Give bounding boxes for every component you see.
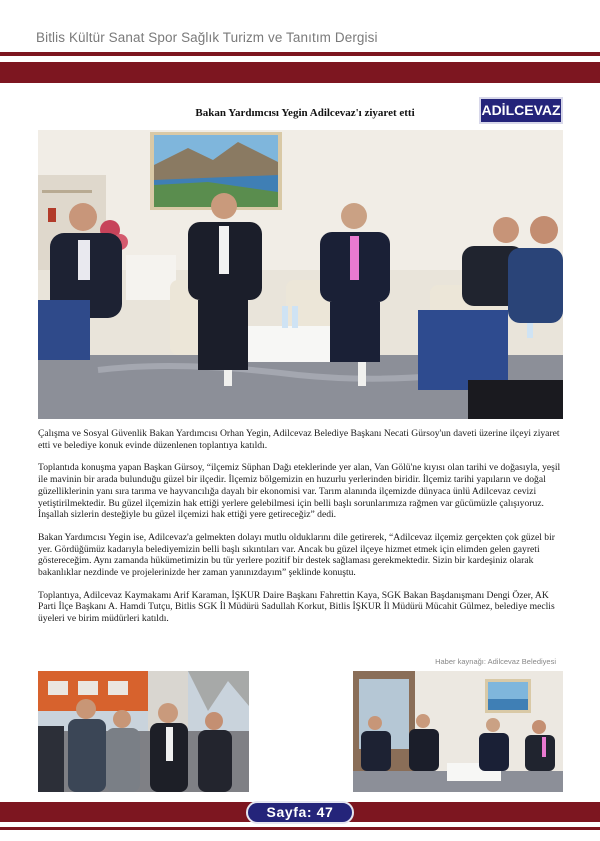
news-source: Haber kaynağı: Adilcevaz Belediyesi	[435, 657, 556, 666]
article-paragraph: Bakan Yardımcısı Yegin ise, Adilcevaz'a gelmekten dolayı mutlu olduklarını dile getirerek, “Adilcevaz ilçemiz gerçekten çok güzel bir yer. Gördüğümüz kadarıyla belediyemizin belli başlı sıkıntıları var. Ancak bu güzel ilçeye hizmet etmek için elimden gelen gayreti göstereceğim. Aynı zamanda hükümetimizin bu tür yerlere pozitif bir destek sağlaması gerekmektedir. Sizin bir kardeşiniz olarak bakanlıklar nezdinde ve projelerinizde her zaman yanınızdayım” şeklinde konuştu.	[38, 531, 555, 579]
footer-band-thin	[0, 827, 600, 830]
meeting-photo	[353, 671, 563, 792]
section-tag: ADİLCEVAZ	[479, 97, 563, 124]
magazine-title: Bitlis Kültür Sanat Spor Sağlık Turizm ve Tanıtım Dergisi	[36, 30, 378, 45]
article-paragraph: Toplantıya, Adilcevaz Kaymakamı Arif Karaman, İŞKUR Daire Başkanı Fahrettin Kaya, SGK Bakan Başdanışmanı Dengi Özer, AK Parti İlçe Başkanı A. Hamdi Tutçu, Bitlis SGK İl Müdürü Sadullah Korkut, Bitlis İŞKUR İl Müdürü Mücahit Gülmez, belediye meclis üyeleri ve birim müdürleri katıldı.	[38, 589, 555, 625]
outdoor-photo	[38, 671, 249, 792]
header-band-thin	[0, 52, 600, 56]
header-band	[0, 62, 600, 83]
article-title: Bakan Yardımcısı Yegin Adilcevaz'ı ziyaret etti	[195, 107, 415, 119]
article-body	[38, 428, 566, 636]
main-photo	[38, 130, 563, 419]
article-paragraph: Çalışma ve Sosyal Güvenlik Bakan Yardımcısı Orhan Yegin, Adilcevaz Belediye Başkanı Necati Gürsoy'un daveti üzerine ilçeyi ziyaret etti ve belediye konuk evinde düzenlenen toplantıya katıldı.	[38, 428, 560, 451]
page-number: Sayfa: 47	[246, 801, 354, 824]
article-paragraph: Toplantıda konuşma yapan Başkan Gürsoy, “ilçemiz Süphan Dağı eteklerinde yer alan, Van Gölü'ne kıyısı olan tarihi ve doğasıyla, yeşil ile mavinin bir arada bulunduğu güzel bir ilçedir. İlçemiz bölgemizin en huzurlu yerlerinden biridir. İlçemiz tarihi yapıların ve doğal güzelliklerinin yanı sıra tarıma ve hayvancılığa dayalı bir ekonomisi var. Tarım alanında ilçemizde dünyaca ünlü Adilcevaz cevizi yetiştirilmektedir. Bu güzel ilçemizin hak ettiği yerlere gelebilmesi için belli başlı sorunlarımıza rağmen var gücümüzle çalışıyoruz. İnşallah sizlerin desteğiyle bu güzel ilçemizi hak ettiği yere getireceğiz” dedi.	[38, 462, 561, 521]
